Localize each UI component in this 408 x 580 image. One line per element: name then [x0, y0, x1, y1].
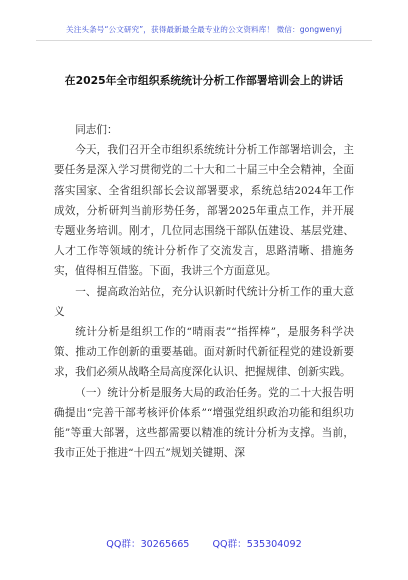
footer-qq-group-1: QQ群：30265665 [106, 539, 190, 550]
section-heading-1: 一、提高政治站位，充分认识新时代统计分析工作的重大意义 [54, 285, 354, 318]
header-divider [36, 40, 372, 41]
paragraph-section-1: 统计分析是组织工作的“晴雨表”“指挥棒”，是服务科学决策、推动工作创新的重要基础。面对新时代新征程党的建设新要求，我们必须从战略全局高度深化认识、把握规律、创新实践。 [54, 326, 354, 379]
footer-qq-group-2: QQ群：535304092 [212, 539, 302, 550]
paragraph-subsection-1: （一）统计分析是服务大局的政治任务。党的二十大报告明确提出“完善干部考核评价体系”“增强党组织政治功能和组织功能”等重大部署，这些都需要以精准的统计分析为支撑。当前，我市正处于推进“十四五”规划关键期、深 [54, 386, 354, 460]
document-body [54, 120, 354, 463]
paragraph-intro: 今天，我们召开全市组织系统统计分析工作部署培训会，主要任务是深入学习贯彻党的二十大和二十届三中全会精神，全面落实国家、全省组织部长会议部署要求，系统总结2024年工作成效，分析研判当前形势任务，部署2025年重点工作，并开展专题业务培训。刚才，几位同志围绕干部队伍建设、基层党建、人才工作等领域的统计分析作了交流发言，思路清晰、措施务实，值得相互借鉴。下面，我讲三个方面意见。 [54, 144, 354, 278]
document-title: 在2025年全市组织系统统计分析工作部署培训会上的讲话 [64, 74, 344, 87]
greeting: 同志们： [75, 124, 118, 136]
footer [0, 536, 408, 550]
header-banner: 关注头条号“公文研究”，获得最新最全最专业的公文资料库！ 微信：gongwenyj [66, 25, 342, 34]
